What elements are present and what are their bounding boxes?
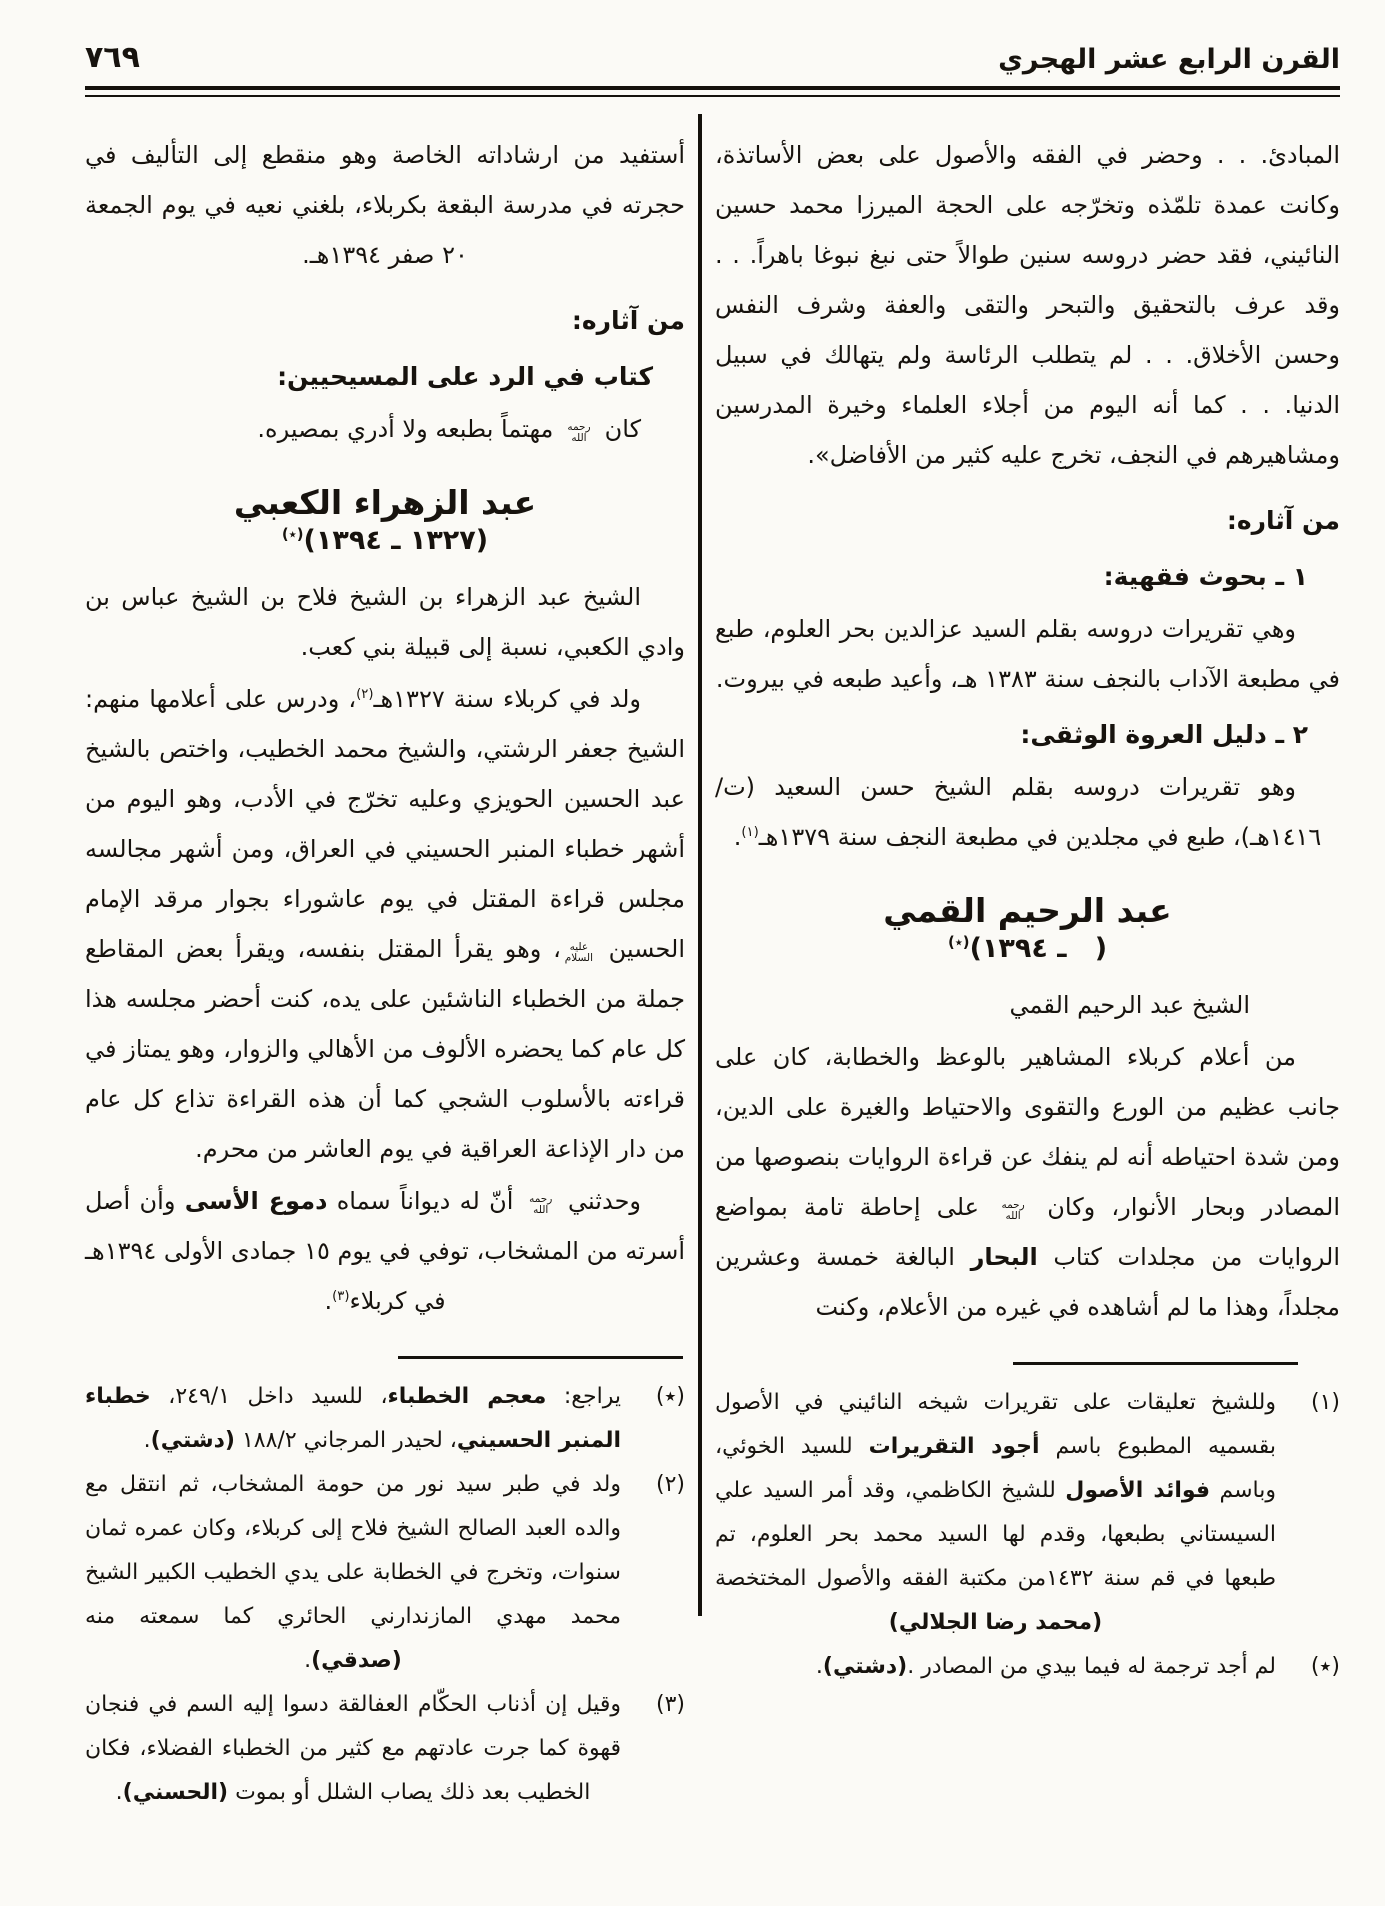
footnote [85, 1375, 685, 1463]
footnote [715, 1645, 1340, 1689]
header-rule [85, 86, 1340, 97]
footnote [85, 1463, 685, 1683]
footnote-text: وقيل إن أذناب الحكّام العفالقة دسوا إليه السم في فنجان قهوة كما جرت عادتهم مع كثير من الخطباء الفضلاء، فكان الخطيب بعد ذلك يصاب الشلل أو بموت (الحسني). [85, 1692, 621, 1806]
footnote-marker: (١) [1310, 1390, 1340, 1416]
footnote-separator [1013, 1362, 1298, 1365]
paragraph: المبادئ. . . وحضر في الفقه والأصول على بعض الأساتذة، وكانت عمدة تلمّذه وتخرّجه على الحجة الميرزا محمد حسين النائيني، فقد حضر دروسه سنين طوالاً حتى نبغ نبوغا باهراً. . . وقد عرف بالتحقيق والتبحر والتقى والعفة وشرف النفس وحسن الأخلاق. . . لم يتطلب الرئاسة ولم يتهالك في سبيل الدنيا. . . كما أنه اليوم من أجلاء العلماء وخيرة المدرسين ومشاهيرهم في النجف، تخرج عليه كثير من الأفاضل». [715, 141, 1340, 469]
text-columns [85, 108, 1340, 1815]
footnote-marker: (٣) [655, 1692, 685, 1718]
footnote [715, 1381, 1340, 1645]
work-title: ١ ـ بحوث فقهية: [1103, 562, 1308, 591]
column-divider [698, 114, 702, 1616]
entry-dates: (١٣٢٧ ـ ١٣٩٤)(٭) [281, 525, 489, 557]
paragraph: وحدثني رحمه الله أنّ له ديواناً سماه دموع الأسى وأن أصل أسرته من المشخاب، توفي في يوم ١٥ جمادى الأولى ١٣٩٤هـ في كربلاء$^{(٣)}$. [85, 1187, 685, 1316]
work-title: ٢ ـ دليل العروة الوثقى: [1020, 720, 1308, 749]
paragraph: أستفيد من ارشاداته الخاصة وهو منقطع إلى التأليف في حجرته في مدرسة البقعة بكربلاء، بلغني نعيه في يوم الجمعة ٢٠ صفر ١٣٩٤هـ. [85, 141, 685, 269]
entry-dates: ( ـ ١٣٩٤)(٭) [947, 933, 1108, 965]
honorific-mark: رحمه الله [529, 1193, 553, 1217]
paragraph: وهي تقريرات دروسه بقلم السيد عزالدين بحر العلوم، طبع في مطبعة الآداب بالنجف سنة ١٣٨٣ هـ، وأعيد طبعه في بيروت. [715, 615, 1340, 693]
left-column [85, 108, 685, 1815]
paragraph: الشيخ عبد الزهراء بن الشيخ فلاح بن الشيخ عباس بن وادي الكعبي، نسبة إلى قبيلة بني كعب. [85, 583, 685, 662]
right-column [715, 108, 1340, 1689]
footnote-text: ولد في طبر سيد نور من حومة المشخاب، ثم انتقل مع والده العبد الصالح الشيخ فلاح إلى كربلاء، وكان عمره ثمان سنوات، وتخرج في الخطابة على يدي الخطيب الكبير الشيخ محمد مهدي المازندارني الحائري كما سمعته منه (صدقي). [85, 1472, 621, 1674]
work-title: كتاب في الرد على المسيحيين: [277, 362, 653, 391]
section-heading: من آثاره: [1226, 506, 1340, 535]
page-number: ٧٦٩ [85, 40, 140, 75]
running-title: القرن الرابع عشر الهجري [998, 44, 1340, 75]
honorific-mark: عليه السلام [564, 941, 593, 965]
footnote-text: لم أجد ترجمة له فيما بيدي من المصادر .(دشتي). [815, 1654, 1276, 1680]
paragraph: الشيخ عبد الرحيم القمي [1009, 991, 1250, 1020]
footnote [85, 1683, 685, 1815]
honorific-mark: رحمه الله [1001, 1199, 1025, 1223]
entry-name-heading: عبد الرحيم القمي [883, 891, 1172, 930]
footnote-marker: (٢) [655, 1472, 685, 1498]
footnote-separator [398, 1356, 683, 1359]
entry-name-heading: عبد الزهراء الكعبي [233, 483, 537, 522]
footnote-marker: (٭) [655, 1384, 685, 1410]
page-header [85, 40, 1340, 75]
paragraph: ولد في كربلاء سنة ١٣٢٧هـ$^{(٢)}$، ودرس على أعلامها منهم: الشيخ جعفر الرشتي، والشيخ محمد الخطيب، واختص بالشيخ عبد الحسين الحويزي وعليه تخرّج في الأدب، وهو اليوم من أشهر خطباء المنبر الحسيني في العراق، ومن أشهر مجالسه مجلس قراءة المقتل في يوم عاشوراء بجوار مرقد الإمام الحسين عليه السلام، وهو يقرأ المقتل بنفسه، ويقرأ بعض المقاطع جملة من الخطباء الناشئين على يده، كنت أحضر مجلسه هذا كل عام كما يحضره الألوف من الأهالي والزوار، وهو يمتاز في قراءته بالأسلوب الشجي كما أن هذه القراءة تذاع كل عام من دار الإذاعة العراقية في يوم العاشر من محرم. [85, 685, 685, 1164]
paragraph: كان رحمه الله مهتماً بطبعه ولا أدري بمصيره. [257, 415, 641, 444]
paragraph: وهو تقريرات دروسه بقلم الشيخ حسن السعيد (ت/١٤١٦هـ)، طبع في مجلدين في مطبعة النجف سنة ١٣٧٩هـ$^{(١)}$. [715, 773, 1322, 851]
section-heading: من آثاره: [571, 306, 685, 335]
footnote-text: وللشيخ تعليقات على تقريرات شيخه النائيني في الأصول بقسميه المطبوع باسم أجود التقريرات للسيد الخوئي، وباسم فوائد الأصول للشيخ الكاظمي، وقد أمر السيد علي السيستاني بطبعها، وقدم لها السيد محمد بحر العلوم، تم طبعها في قم سنة ١٤٣٢من مكتبة الفقه والأصول المختخصة (محمد رضا الجلالي) [715, 1390, 1276, 1636]
footnote-marker: (٭) [1310, 1654, 1340, 1680]
footnote-text: يراجع: معجم الخطباء، للسيد داخل ٢٤٩/١، خطباء المنبر الحسيني، لحيدر المرجاني ١٨٨/٢ (دشتي). [85, 1384, 621, 1454]
paragraph: من أعلام كربلاء المشاهير بالوعظ والخطابة، كان على جانب عظيم من الورع والتقوى والاحتياط والغيرة على الدين، ومن شدة احتياطه أنه لم ينفك عن قراءة الروايات بنصوصها من المصادر وبحار الأنوار، وكان رحمه الله على إحاطة تامة بمواضع الروايات من مجلدات كتاب البحار البالغة خمسة وعشرين مجلداً، وهذا ما لم أشاهده في غيره من الأعلام، وكنت [715, 1043, 1341, 1322]
honorific-mark: رحمه الله [567, 420, 591, 444]
